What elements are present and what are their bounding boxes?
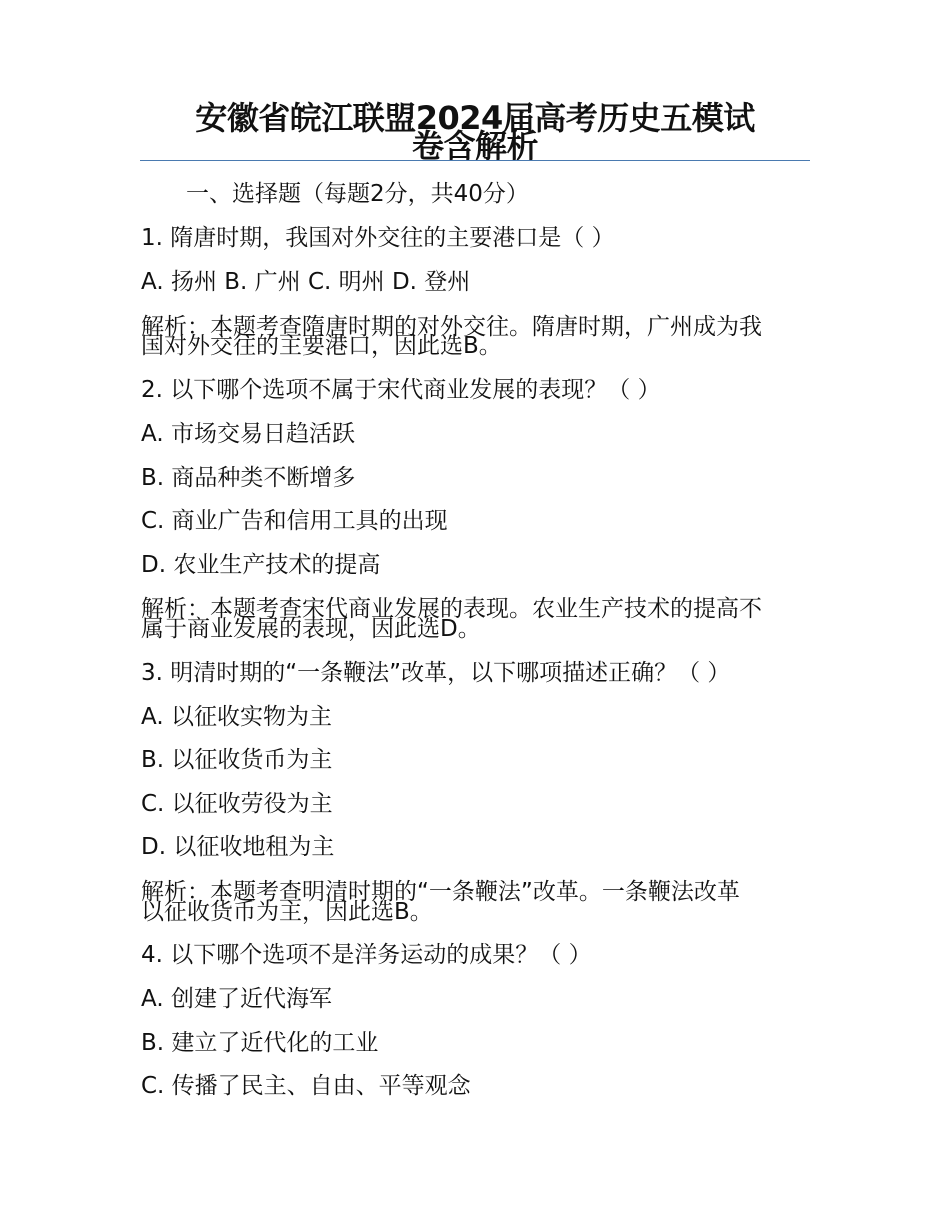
question-1-stem: 1. 隋唐时期，我国对外交往的主要港口是（ ） <box>141 225 615 251</box>
question-2-option-a: A. 市场交易日趋活跃 <box>141 421 355 447</box>
title-line-2: 卷含解析 <box>411 127 538 165</box>
question-2-stem: 2. 以下哪个选项不属于宋代商业发展的表现？（ ） <box>141 377 661 403</box>
title-underline <box>140 160 810 161</box>
question-2-analysis-line-2: 属于商业发展的表现，因此选D。 <box>141 616 481 642</box>
question-2-analysis-line-1: 解析：本题考查宋代商业发展的表现。农业生产技术的提高不 <box>141 596 762 622</box>
question-4-stem: 4. 以下哪个选项不是洋务运动的成果？（ ） <box>141 942 592 968</box>
question-3-option-c: C. 以征收劳役为主 <box>141 791 333 817</box>
question-3-option-b: B. 以征收货币为主 <box>141 747 333 773</box>
question-1-analysis-line-2: 国对外交往的主要港口，因此选B。 <box>141 333 502 359</box>
question-3-analysis-line-2: 以征收货币为主，因此选B。 <box>141 899 433 925</box>
question-3-analysis-line-1: 解析：本题考查明清时期的“一条鞭法”改革。一条鞭法改革 <box>141 879 740 905</box>
question-4-option-c: C. 传播了民主、自由、平等观念 <box>141 1073 471 1099</box>
question-2-option-b: B. 商品种类不断增多 <box>141 465 356 491</box>
title-line-1: 安徽省皖江联盟2024届高考历史五模试 <box>195 99 755 137</box>
question-2-option-c: C. 商业广告和信用工具的出现 <box>141 508 448 534</box>
question-3-option-a: A. 以征收实物为主 <box>141 704 332 730</box>
question-3-option-d: D. 以征收地租为主 <box>141 834 335 860</box>
document-title <box>140 99 810 165</box>
question-1-analysis-line-1: 解析：本题考查隋唐时期的对外交往。隋唐时期，广州成为我 <box>141 314 762 340</box>
question-2-option-d: D. 农业生产技术的提高 <box>141 552 381 578</box>
question-4-option-a: A. 创建了近代海军 <box>141 986 332 1012</box>
question-3-stem: 3. 明清时期的“一条鞭法”改革，以下哪项描述正确？（ ） <box>141 660 731 686</box>
question-4-option-b: B. 建立了近代化的工业 <box>141 1030 379 1056</box>
question-1-options: A. 扬州 B. 广州 C. 明州 D. 登州 <box>141 269 471 295</box>
section-heading: 一、选择题（每题2分，共40分） <box>186 181 529 207</box>
